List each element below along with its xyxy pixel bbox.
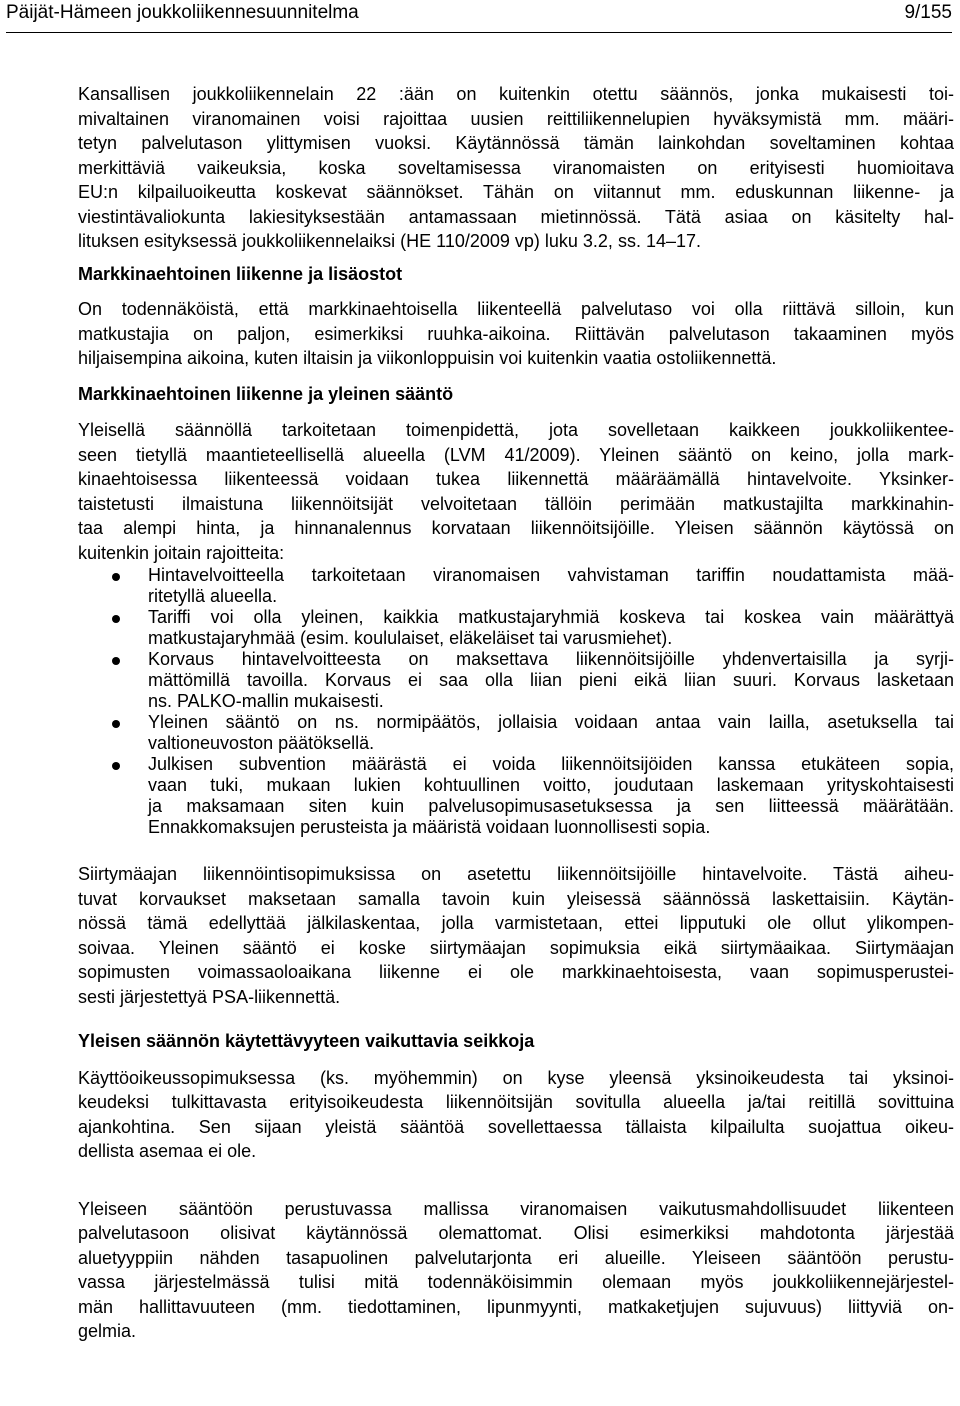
- paragraph-general-rule: [78, 418, 954, 565]
- bullet-icon: [112, 615, 120, 623]
- paragraph-service-level: [78, 297, 954, 371]
- text-line: valtioneuvoston päätöksellä.: [148, 733, 375, 753]
- text-line: kinaehtoisessa liikenteessä voidaan tukea liikennettä määräämällä hintavelvoite. Yksinker-: [78, 469, 954, 489]
- document-body: [78, 82, 954, 1344]
- text-line: taa alempi hinta, ja hinnanalennus korvataan liikennöitsijöille. Yleisen säännön käytössä on: [78, 518, 954, 538]
- text-line: soivaa. Yleinen sääntö ei koske siirtymäajan sopimuksia eikä siirtymäaikaa. Siirtymäajan: [78, 937, 954, 958]
- text-line: merkittäviä vaikeuksia, koska soveltamisessa viranomaisten on erityisesti huomioitava: [78, 157, 954, 178]
- text-line: mättömillä tavoilla. Korvaus ei saa olla liian pieni eikä liian suuri. Korvaus lasketaan: [148, 670, 954, 690]
- text-line: seen tietyllä maantieteellisellä alueella (LVM 41/2009). Yleinen sääntö on keino, jolla mark-: [78, 444, 954, 465]
- text-line: ns. PALKO-mallin mukaisesti.: [148, 691, 384, 711]
- paragraph-concession-contract: [78, 1066, 954, 1164]
- text-line: Ennakkomaksujen perusteista ja määristä voidaan luonnollisesti sopia.: [148, 817, 711, 837]
- text-line: nössä tämä edellyttää jälkilaskentaa, jolla varmistetaan, ettei lipputuki ole ollut ylikompen-: [78, 913, 954, 933]
- text-line: EU:n kilpailuoikeutta koskevat säännökset. Tähän on viitannut mm. eduskunnan liikenne- ja: [78, 182, 954, 202]
- list-item: [78, 649, 954, 712]
- text-line: vassa järjestelmässä tulisi mitä todennäköisimmin olemaan myös joukkoliikennejärjestel-: [78, 1272, 954, 1292]
- text-line: mivaltainen viranomainen voisi rajoittaa uusien reittiliikennelupien hyväksymistä mm. määri-: [78, 108, 954, 129]
- text-line: Korvaus hintavelvoitteesta on maksettava liikennöitsijöille yhdenvertaisilla ja syrji-: [148, 649, 954, 669]
- text-line: ritetyllä alueella.: [148, 586, 278, 606]
- text-line: Kansallisen joukkoliikennelain 22 :ään on kuitenkin otettu säännös, jonka mukaisesti toi-: [78, 84, 954, 104]
- text-line: tuvat korvaukset maksetaan samalla tavoin kuin yleisessä säännössä laskettaisiin. Käytän-: [78, 888, 954, 909]
- page-number: 9/155: [904, 2, 952, 23]
- text-line: matkustajia on paljon, esimerkiksi ruuhka-aikoina. Riittävän palvelutason takaaminen myös: [78, 323, 954, 344]
- text-line: lituksen esityksessä joukkoliikennelaiksi (HE 110/2009 vp) luku 3.2, ss. 14–17.: [78, 231, 701, 251]
- bullet-icon: [112, 720, 120, 728]
- paragraph-authority-influence: [78, 1197, 954, 1344]
- bullet-icon: [112, 573, 120, 581]
- text-line: tetyn palvelutason ylittymisen vuoksi. Käytännössä tämän lainkohdan soveltaminen kohtaa: [78, 133, 954, 153]
- text-line: män hallittavuuteen (mm. tiedottaminen, lipunmyynti, matkaketjujen sujuvuus) liittyviä on-: [78, 1296, 954, 1317]
- bullet-icon: [112, 762, 120, 770]
- text-line: Yleiseen sääntöön perustuvassa mallissa viranomaisen vaikutusmahdollisuudet liikenteen: [78, 1198, 954, 1219]
- list-item: [78, 754, 954, 838]
- text-line: Julkisen subvention määrästä ei voida liikennöitsijöiden kanssa etukäteen sopia,: [148, 754, 954, 774]
- text-line: kuitenkin joitain rajoitteita:: [78, 542, 285, 563]
- restrictions-list: [78, 565, 954, 838]
- text-line: hiljaisempina aikoina, kuten iltaisin ja viikonloppuisin voi kuitenkin vaatia ostoliikennettä.: [78, 348, 777, 368]
- heading-usability-factors: Yleisen säännön käytettävyyteen vaikuttavia seikkoja: [78, 1031, 535, 1051]
- text-line: Yleisellä säännöllä tarkoitetaan toimenpidettä, jota sovelletaan kaikkeen joukkoliikentee-: [78, 420, 954, 440]
- bullet-icon: [112, 657, 120, 665]
- text-line: gelmia.: [78, 1321, 137, 1341]
- text-line: taistetusti ilmaistuna liikennöitsijät velvoitetaan tällöin perimään matkustajilta markkinahin-: [78, 493, 954, 514]
- heading-market-traffic: Markkinaehtoinen liikenne ja lisäostot: [78, 263, 403, 284]
- text-line: dellista asemaa ei ole.: [78, 1141, 257, 1161]
- text-line: sesti järjestettyä PSA-liikennettä.: [78, 986, 341, 1007]
- list-item: [78, 565, 954, 607]
- text-line: keudeksi tulkittavasta erityisoikeudesta liikennöitsijän sovitulla alueella ja/tai reitillä sovittuina: [78, 1092, 954, 1112]
- page-header: [6, 0, 952, 33]
- text-line: Hintavelvoitteella tarkoitetaan viranomaisen vahvistaman tariffin noudattamista mää-: [148, 565, 954, 585]
- text-line: On todennäköistä, että markkinaehtoisella liikenteellä palvelutaso voi olla riittävä silloin, kun: [78, 299, 954, 319]
- heading-general-rule: Markkinaehtoinen liikenne ja yleinen sääntö: [78, 383, 454, 404]
- text-line: aluetyyppiin nähden tasapuolinen palvelutarjonta eri alueille. Yleiseen sääntöön perustu-: [78, 1247, 954, 1268]
- text-line: vaan tuki, mukaan lukien kohtuullinen voitto, joudutaan laskemaan yrityskohtaisesti: [148, 775, 954, 795]
- text-line: ja maksamaan siten kuin palvelusopimusasetuksessa ja sen liitteessä määrätään.: [148, 796, 954, 816]
- text-line: Tariffi voi olla yleinen, kaikkia matkustajaryhmiä koskeva tai koskea vain määrättyä: [148, 607, 954, 627]
- text-line: ajankohtina. Sen sijaan yleistä sääntöä sovellettaessa tällaista kilpailulta suojattua oikeu-: [78, 1116, 954, 1137]
- text-line: sopimusten voimassaoloaikana liikenne ei ole markkinaehtoisesta, vaan sopimusperustei-: [78, 962, 954, 982]
- text-line: palvelutasoon olisivat käytännössä olemattomat. Olisi esimerkiksi mahdotonta järjestää: [78, 1223, 954, 1243]
- text-line: Käyttöoikeussopimuksessa (ks. myöhemmin) on kyse yleensä yksinoikeudesta tai yksinoi-: [78, 1067, 954, 1088]
- text-line: Siirtymäajan liikennöintisopimuksissa on asetettu liikennöitsijöille hintavelvoite. Tästä aiheu-: [78, 864, 954, 884]
- paragraph-transition-period: [78, 862, 954, 1009]
- document-title: Päijät-Hämeen joukkoliikennesuunnitelma: [6, 2, 359, 23]
- list-item: [78, 607, 954, 649]
- text-line: viestintävaliokunta lakiesityksestään antamassaan mietinnössä. Tätä asiaa on käsitelty hal-: [78, 206, 954, 227]
- paragraph-legislation: [78, 82, 954, 254]
- text-line: matkustajaryhmää (esim. koululaiset, eläkeläiset tai varusmiehet).: [148, 628, 673, 648]
- text-line: Yleinen sääntö on ns. normipäätös, jollaisia voidaan antaa vain lailla, asetuksella tai: [148, 712, 954, 732]
- list-item: [78, 712, 954, 754]
